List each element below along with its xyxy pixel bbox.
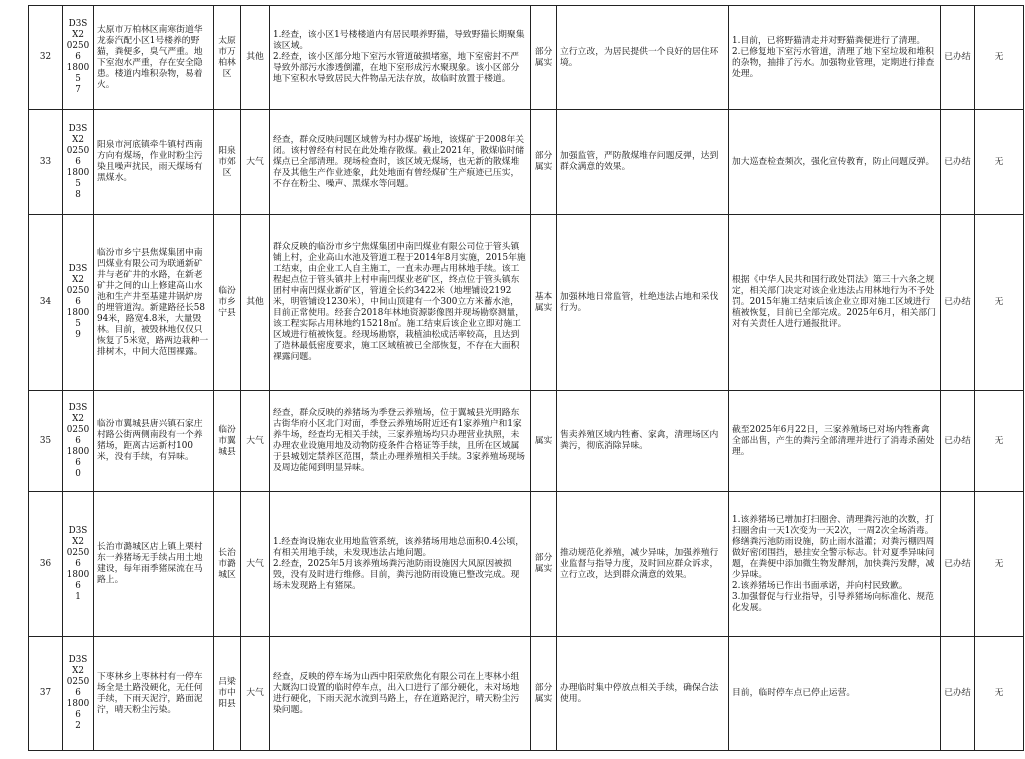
verification-nature: 基本 属实 (534, 291, 553, 313)
accountability: 无 (975, 391, 1024, 492)
table-row (29, 215, 1024, 391)
admin-area: 临汾 市乡 宁县 (218, 286, 236, 318)
verification-finding: 经查，群众反映的养猪场为季登云养殖场，位于翼城县光明路东古街华府小区北门对面，季登云养殖场附近还有1家养殖户和1家养牛场，经查均无相关手续，三家养殖场均只办理营业执照，未办理农业设施用地及动物防疫条件合格证等手续，且所在区域属于县城划定禁养区范围，禁止办理养殖相关手续。3家养殖场现场及周边能闻到明显异味。 (273, 408, 525, 473)
accountability: 无 (975, 110, 1024, 215)
accountability: 无 (975, 492, 1024, 637)
accountability: 无 (975, 6, 1024, 110)
accountability: 无 (975, 215, 1024, 391)
complaint-id: D3SX2 02506 18006 1 (66, 525, 90, 602)
verification-finding: 1.经查询设施农业用地监管系统，该养猪场用地总面积0.4公顷，有相关用地手续，未发现违法占地问题。 2.经查，2025年5月该养殖场粪污池防雨设施因大风原因被损毁，没有及时进行维修。目前，粪污池防雨设施已整改完成。现场未发现路上有猪屎。 (273, 536, 525, 591)
verification-finding: 经查，群众反映问题区域曾为村办煤矿场地，该煤矿于2008年关闭。该村曾经有村民在此处堆存散煤。截止2021年，散煤临时储煤点已全部清理。现场检查时，该区域无煤场，也无新的散煤堆存及其他生产作业迹象，此处地面有曾经煤矿生产痕迹已压实，不存在粉尘、噪声、黑煤水等问题。 (273, 134, 525, 189)
complaints-table (28, 5, 1024, 751)
completion-status: 已办结 (941, 6, 975, 110)
row-number: 35 (29, 391, 63, 492)
rectification-result: 加大巡查检查频次，强化宣传教育，防止问题反弹。 (732, 156, 935, 167)
verification-nature: 部分 属实 (534, 151, 553, 172)
rectification-measures: 立行立改，为居民提供一个良好的居住环境。 (560, 46, 719, 68)
completion-status: 已办结 (941, 215, 975, 391)
complaint-id: D3SX2 02506 18005 9 (66, 264, 90, 340)
table-row (29, 391, 1024, 492)
admin-area: 临汾 市翼 城县 (218, 424, 236, 457)
table-row (29, 637, 1024, 751)
verification-nature: 部分 属实 (534, 553, 553, 574)
admin-area: 长治 市潞 城区 (218, 547, 236, 580)
complaint-id: D3SX2 02506 18005 7 (66, 19, 90, 95)
row-number: 36 (29, 492, 63, 637)
table-row (29, 492, 1024, 637)
admin-area: 吕梁 市中 阳县 (218, 677, 236, 709)
pollution-type: 大气 (241, 391, 270, 492)
rectification-measures: 办理临时集中停放点相关手续，确保合法使用。 (560, 682, 719, 704)
complaint-id: D3SX2 02506 18006 2 (66, 655, 90, 731)
admin-area: 太原 市万 柏林 区 (218, 35, 236, 79)
pollution-type: 其他 (241, 215, 270, 391)
row-number: 32 (29, 6, 63, 110)
row-number: 34 (29, 215, 63, 391)
verification-finding: 经查，反映的停车场为山西中阳荣欣焦化有限公司在上枣林小组大厩沟口设置的临时停车点，出入口进行了部分硬化，未对场地进行硬化，下雨天泥水流到马路上，存在道路泥泞，晴天粉尘污染问题。 (273, 671, 520, 715)
complaint-content: 阳泉市河底镇牵牛镇村西南方向有煤场，作业时粉尘污染且噪声扰民，雨天煤场有黑煤水。 (97, 140, 203, 183)
verification-finding: 群众反映的临汾市乡宁焦煤集团申南凹煤业有限公司位于管头镇铺上村，企业高山水池及管道工程于2014年8月实施，2015年施工结束，由企业工人自主施工，一直未办理占用林地手续。该工程起点位于管头镇井上村申南凹煤业老矿区，终点位于管头镇东团村申南凹煤业新矿区，管道全长约3422米（地埋铺设2192米，明管铺设1230米），中间山顶建有一个300立方米蓄水池，目前正常使用。经套合2018年林地资源影像图并现场勘察测量，该工程实际占用林地约15218㎡。施工结束后该企业立即对施工区域进行植被恢复。经现场勘察，栽植油松成活率较高，且达到了造林最低密度要求，施工区域植被已全部恢复，不存在大面积裸露问题。 (273, 242, 526, 362)
rectification-measures: 加强林地日常监管，杜绝违法占地和采伐行为。 (560, 291, 719, 313)
row-number: 33 (29, 110, 63, 215)
complaint-content: 临汾市乡宁县焦煤集团申南凹煤业有限公司为联通新矿井与老矿井的水路，在新老矿井之间的山上修建高山水池和生产井至基建井锅炉房的埋管道沟。新建路径长5894米，路宽4.8米，大量毁林。目前，被毁林地仅仅只恢复了5米宽，路两边栽种一排树木，中间大范围裸露。 (97, 247, 209, 357)
pollution-type: 大气 (241, 492, 270, 637)
table-row (29, 110, 1024, 215)
rectification-measures: 售卖养殖区域内牲畜、家禽，清理场区内粪污，彻底消除异味。 (560, 430, 719, 451)
rectification-result: 1.该养猪场已增加打扫圈舍、清理粪污池的次数，打扫圈舍由一天1次变为一天2次，一周2次全场消毒。修缮粪污池防雨设施，防止雨水溢灌；对粪污棚四周做好密闭围挡，悬挂安全警示标志。针对夏季异味问题，在粪便中添加微生物发酵剂，加快粪污发酵，减少异味。 2.该养猪场已作出书面承诺，并向村民致歉。 3.加强督促与行业指导，引导养猪场向标准化、规范化发展。 (732, 514, 935, 613)
rectification-result: 根据《中华人民共和国行政处罚法》第三十六条之规定，相关部门决定对该企业违法占用林地行为不予处罚。2015年施工结束后该企业立即对施工区域进行植被恢复，目前已全部完成。2025年6月，相关部门对有关责任人进行通报批评。 (732, 275, 936, 329)
rectification-result: 目前，临时停车点已停止运营。 (732, 688, 856, 698)
rectification-measures: 加强监管，严防散煤堆存问题反弹，达到群众满意的效果。 (560, 151, 719, 172)
pollution-type: 其他 (241, 6, 270, 110)
pollution-type: 大气 (241, 110, 270, 215)
pollution-type: 大气 (241, 637, 270, 751)
completion-status: 已办结 (941, 637, 975, 751)
row-number: 37 (29, 637, 63, 751)
verification-nature: 部分 属实 (534, 46, 553, 68)
completion-status: 已办结 (941, 492, 975, 637)
complaint-content: 长治市潞城区店上镇上栗村东一养猪场无手续占用土地建设，每年雨季猪屎流在马路上。 (97, 542, 203, 585)
rectification-result: 1.目前，已将野猫清走并对野猫粪便进行了清理。 2.已修复地下室污水管道，清理了地下室垃圾和堆积的杂物，抽排了污水。加强物业管理，定期进行排查处理。 (732, 35, 935, 79)
rectification-measures: 推动规范化养殖，减少异味，加强养殖行业监督与指导力度，及时回应群众诉求，立行立改，达到群众满意的效果。 (560, 547, 719, 580)
complaint-id: D3SX2 02506 18005 8 (66, 123, 90, 200)
complaint-content: 临汾市翼城县唐兴镇石家庄村路公街两侧南段有一个养猪场，距离古运新村100米，没有手续，有异味。 (97, 419, 203, 462)
rectification-result: 截至2025年6月22日，三家养殖场已对场内牲畜禽全部出售，产生的粪污全部清理并进行了消毒杀菌处理。 (732, 424, 935, 457)
completion-status: 已办结 (941, 110, 975, 215)
completion-status: 已办结 (941, 391, 975, 492)
admin-area: 阳泉 市郊 区 (218, 145, 236, 178)
complaint-id: D3SX2 02506 18006 0 (66, 402, 90, 479)
verification-nature: 属实 (534, 435, 553, 446)
table-row (29, 6, 1024, 110)
complaint-content: 太原市万柏林区南寒街道华龙泰汽配小区1号楼养的野猫，粪便多，臭气严重。地下室泡水严重，存在安全隐患。楼道内堆积杂物，易着火。 (97, 24, 203, 90)
complaint-content: 下枣林乡上枣林村有一停车场全是土路没硬化，无任何手续，下雨天泥泞，路面泥泞，晴天粉尘污染。 (97, 671, 203, 715)
accountability: 无 (975, 637, 1024, 751)
verification-nature: 部分 属实 (534, 682, 553, 704)
verification-finding: 1.经查，该小区1号楼楼道内有居民喂养野猫，导致野猫长期聚集该区域。 2.经查，该小区部分地下室污水管道破损堵塞，地下室密封不严导致外部污水渗透倒灌，在地下室形成污水聚现象。该小区部分地下室积水导致居民大件物品无法存放，故临时放置于楼道。 (273, 30, 525, 84)
